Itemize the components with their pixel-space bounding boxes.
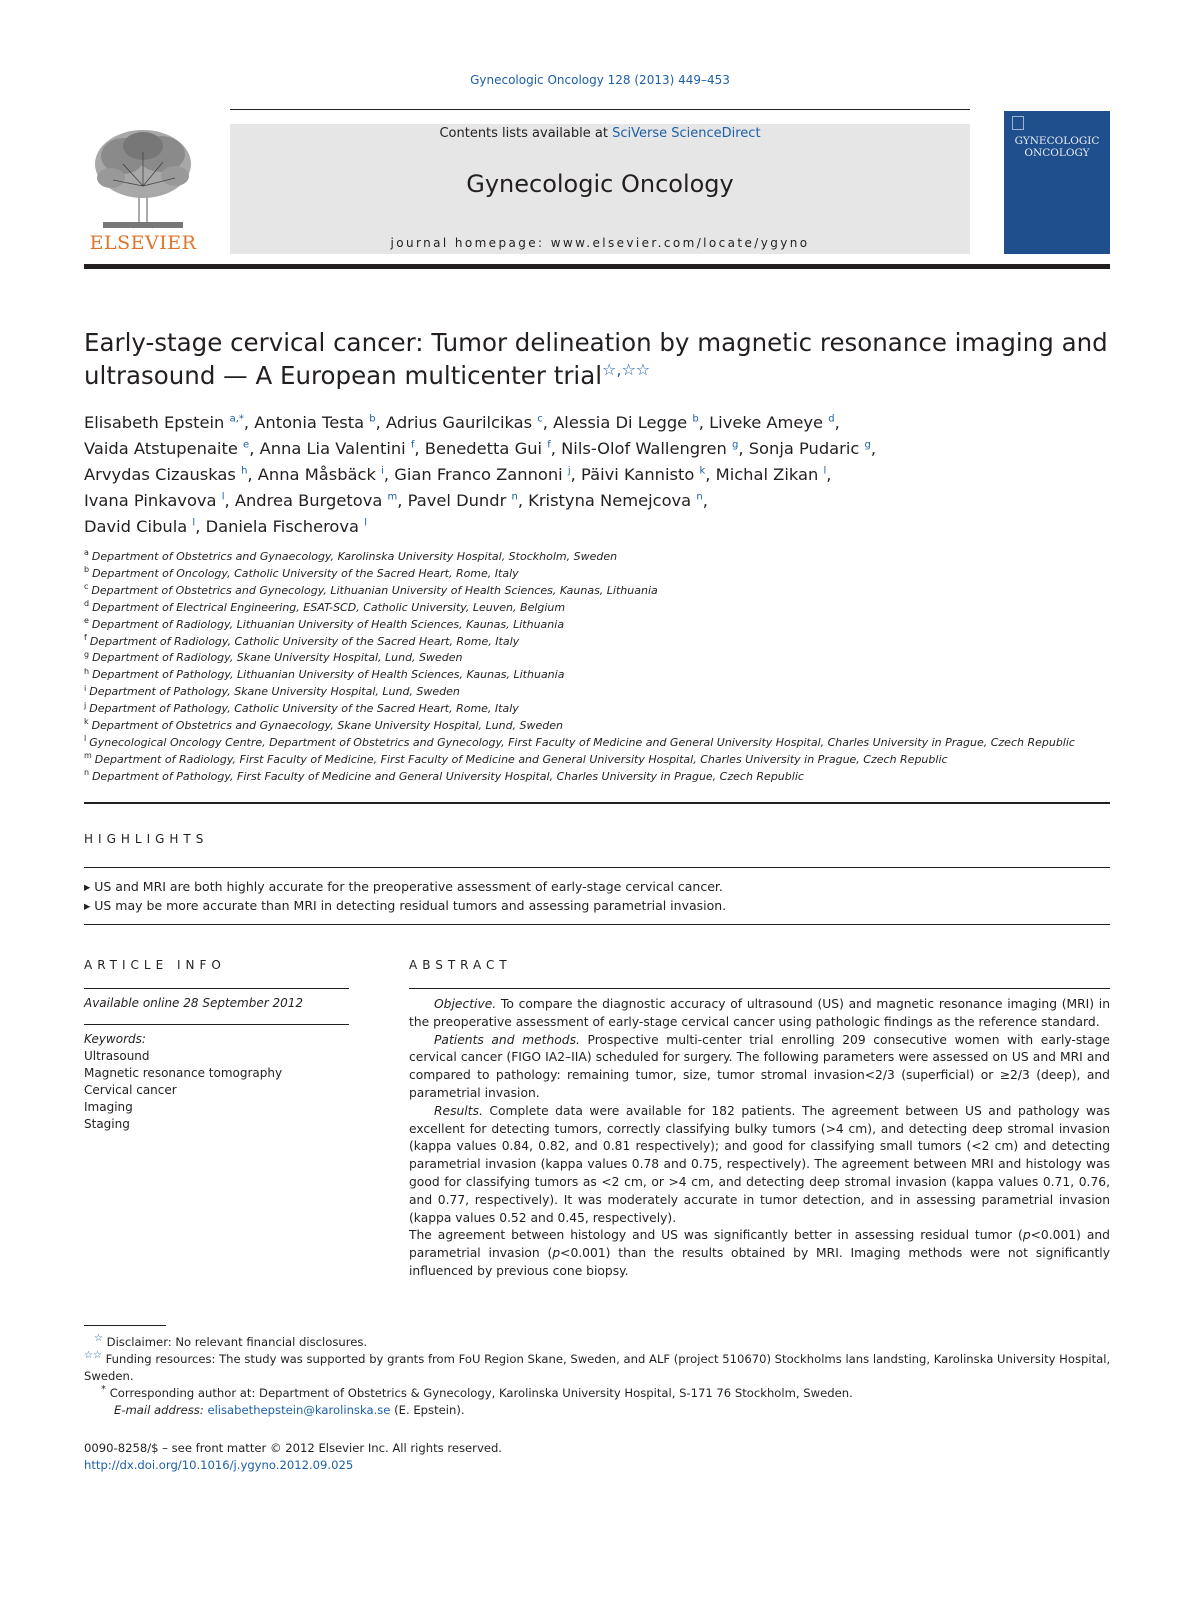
affiliation-letter: n — [84, 768, 90, 778]
affiliation-text: Department of Pathology, Skane University Hospital, Lund, Sweden — [89, 685, 460, 699]
affiliation-text: Department of Radiology, Lithuanian University of Health Sciences, Kaunas, Lithuania — [91, 617, 565, 631]
affiliation-text: Department of Pathology, Catholic University of the Sacred Heart, Rome, Italy — [89, 702, 519, 716]
author-affiliation-marker[interactable]: e — [243, 439, 250, 451]
author-name[interactable]: Benedetta Gui — [424, 439, 543, 458]
footnote-disclaimer — [84, 1334, 1114, 1351]
email-link[interactable]: elisabethepstein@karolinska.se — [207, 1403, 391, 1417]
author-separator: , — [247, 465, 258, 484]
affiliation-text: Gynecological Oncology Centre, Department of Obstetrics and Gynecology, First Faculty of Medicine and General University Hospital, Charles University in Prague, Czech Republic — [89, 735, 1075, 749]
author-name[interactable]: Vaida Atstupenaite — [84, 439, 238, 458]
abstract-conclusion — [409, 1227, 1110, 1280]
results-text: Complete data were available for 182 patients. The agreement between US and pathology was excellent for detecting tumors, correctly classifying bulky tumors (>4 cm), and detecting deep stromal invasion (kappa values 0.84, 0.82, and 0.81 respectively); and good for classifying small tumors (<2 cm) and detecting parametrial invasion (kappa values 0.78 and 0.75, respectively). The agreement between MRI and histology was good for classifying tumors as <2 cm, or >4 cm, and detecting deep stromal invasion (kappa values 0.71, 0.76, and 0.77, respectively). It was moderately accurate in tumor detection, and in assessing parametrial invasion (kappa values 0.52 and 0.45, respectively). — [409, 1103, 1110, 1225]
affiliation-item — [84, 600, 1134, 617]
p-value-symbol: p — [552, 1246, 561, 1261]
author-affiliation-marker[interactable]: l — [221, 491, 225, 503]
affiliation-letter: k — [84, 717, 89, 727]
keyword-item[interactable]: Staging — [84, 1117, 130, 1131]
author-affiliation-marker[interactable]: l — [364, 517, 367, 529]
email-label: E-mail address: — [114, 1403, 204, 1417]
author-affiliation-marker[interactable]: n — [696, 491, 703, 503]
affiliation-list — [84, 549, 1134, 786]
author-separator: , — [870, 439, 877, 458]
footnote-star-marker: ☆ — [94, 1333, 103, 1345]
author-affiliation-marker[interactable]: f — [547, 439, 551, 451]
author-affiliation-marker[interactable]: g — [731, 439, 739, 451]
copyright-line: 0090-8258/$ – see front matter © 2012 Elsevier Inc. All rights reserved. — [84, 1441, 502, 1455]
affiliation-letter: i — [84, 683, 87, 693]
copyright-block — [84, 1440, 502, 1474]
abstract-methods — [409, 1032, 1110, 1103]
abstract-body — [409, 996, 1110, 1281]
article-info-heading: ARTICLE INFO — [84, 958, 226, 972]
contents-line — [230, 126, 970, 141]
affiliation-letter: g — [84, 649, 90, 659]
sciencedirect-link[interactable]: SciVerse ScienceDirect — [612, 126, 761, 141]
highlights-top-rule — [84, 867, 1110, 868]
affiliation-item — [84, 735, 1134, 752]
affiliation-text: Department of Obstetrics and Gynaecology, Karolinska University Hospital, Stockholm, Sweden — [91, 550, 618, 563]
highlights-heading: HIGHLIGHTS — [84, 832, 209, 846]
corresponding-asterisk: * — [101, 1384, 106, 1396]
highlight-item — [84, 896, 1104, 915]
author-name[interactable]: Anna Lia Valentini — [259, 439, 406, 458]
author-affiliation-marker[interactable]: l — [192, 517, 196, 529]
author-separator: , — [414, 439, 425, 458]
keyword-item[interactable]: Magnetic resonance tomography — [84, 1066, 283, 1080]
affiliation-item — [84, 634, 1134, 651]
author-name[interactable]: Päivi Kannisto — [581, 465, 695, 484]
affiliation-letter: m — [84, 751, 92, 761]
footnotes — [84, 1334, 1114, 1419]
affiliation-text: Department of Obstetrics and Gynecology, Lithuanian University of Health Sciences, Kaunas, Lithuania — [91, 583, 658, 597]
author-separator: , — [550, 439, 562, 458]
author-separator: , — [517, 491, 529, 510]
author-separator: , — [705, 465, 716, 484]
conclusion-part-a: The agreement between histology and US was significantly better in assessing residual tumor ( — [409, 1228, 1023, 1243]
author-separator: , — [826, 465, 832, 484]
highlight-text: US and MRI are both highly accurate for the preoperative assessment of early-stage cervical cancer. — [94, 879, 723, 894]
author-name[interactable]: Alessia Di Legge — [553, 413, 688, 432]
affiliation-text: Department of Oncology, Catholic University of the Sacred Heart, Rome, Italy — [92, 566, 519, 580]
footnote-funding — [84, 1351, 1114, 1385]
header-bottom-rule — [84, 264, 1110, 269]
triangle-bullet-icon: ▸ — [84, 898, 95, 913]
author-affiliation-marker[interactable]: c — [537, 413, 543, 425]
email-suffix: (E. Epstein). — [390, 1403, 465, 1417]
objective-label: Objective. — [434, 997, 497, 1011]
author-affiliation-marker[interactable]: m — [387, 491, 398, 503]
abstract-heading: ABSTRACT — [409, 958, 512, 972]
methods-text: Prospective multi-center trial enrolling 209 consecutive women with early-stage cervical cancer (FIGO IA2–IIA) scheduled for surgery. The following parameters were assessed on US and MRI and compared to pathology: remaining tumor, size, tumor stromal invasion<2/3 (superficial) or ≥2/3 (deep), and parametrial invasion. — [409, 1032, 1110, 1100]
journal-name: Gynecologic Oncology — [466, 170, 734, 198]
author-separator: , — [570, 465, 582, 484]
author-separator: , — [834, 413, 840, 432]
header-top-rule — [230, 109, 970, 110]
affiliation-letter: c — [84, 582, 89, 592]
highlights-bottom-rule — [84, 924, 1110, 925]
article-title-text: Early-stage cervical cancer: Tumor delineation by magnetic resonance imaging and ultrasound — A European multicenter trial — [84, 328, 1108, 390]
p-value-symbol: p — [1022, 1228, 1031, 1243]
author-name[interactable]: Gian Franco Zannoni — [394, 465, 563, 484]
keywords-list — [84, 1048, 282, 1133]
author-name[interactable]: David Cibula — [84, 517, 188, 536]
author-separator: , — [702, 491, 708, 510]
author-separator: , — [224, 491, 235, 510]
cover-title: GYNECOLOGIC ONCOLOGY — [1014, 135, 1100, 159]
affiliation-letter: l — [84, 734, 87, 744]
author-separator: , — [542, 413, 554, 432]
author-affiliation-marker[interactable]: a,* — [229, 413, 244, 425]
author-name[interactable]: Liveke Ameye — [709, 413, 824, 432]
author-name[interactable]: Ivana Pinkavova — [84, 491, 217, 510]
highlight-text: US may be more accurate than MRI in detecting residual tumors and assessing parametrial invasion. — [94, 898, 727, 913]
affiliation-item — [84, 752, 1134, 769]
author-name[interactable]: Anna Måsbäck — [257, 465, 376, 484]
author-name[interactable]: Kristyna Nemejcova — [528, 491, 692, 510]
journal-citation[interactable]: Gynecologic Oncology 128 (2013) 449–453 — [470, 73, 730, 87]
author-separator: , — [195, 517, 206, 536]
footnote-email — [84, 1402, 1114, 1419]
disclaimer-text: Disclaimer: No relevant financial disclosures. — [106, 1335, 368, 1349]
affiliation-item — [84, 701, 1134, 718]
affiliation-item — [84, 650, 1134, 667]
author-affiliation-marker[interactable]: l — [823, 465, 827, 477]
author-separator: , — [249, 439, 260, 458]
doi-link[interactable]: http://dx.doi.org/10.1016/j.ygyno.2012.09.025 — [84, 1458, 354, 1472]
affiliation-text: Department of Obstetrics and Gynaecology, Skane University Hospital, Lund, Sweden — [91, 719, 564, 733]
title-footnote-stars[interactable]: ☆,☆☆ — [602, 359, 651, 379]
author-name[interactable]: Michal Zikan — [715, 465, 819, 484]
affiliation-letter: h — [84, 666, 90, 676]
footnote-corresponding — [84, 1385, 1114, 1402]
author-affiliation-marker[interactable]: k — [699, 465, 706, 477]
affiliation-letter: a — [84, 548, 89, 558]
author-name[interactable]: Pavel Dundr — [407, 491, 507, 510]
author-separator: , — [243, 413, 255, 432]
author-affiliation-marker[interactable]: j — [567, 465, 571, 477]
affiliation-item — [84, 583, 1134, 600]
author-affiliation-marker[interactable]: b — [692, 413, 699, 425]
footnote-double-star-marker: ☆☆ — [84, 1350, 102, 1362]
author-name[interactable]: Daniela Fischerova — [205, 517, 359, 536]
keyword-item[interactable]: Ultrasound — [84, 1049, 150, 1063]
affiliation-item — [84, 769, 1134, 786]
author-affiliation-marker[interactable]: n — [511, 491, 518, 503]
footnote-rule — [84, 1325, 166, 1326]
author-separator: , — [738, 439, 749, 458]
author-name[interactable]: Andrea Burgetova — [234, 491, 383, 510]
article-info-mid-rule — [84, 1024, 349, 1025]
author-separator: , — [375, 413, 386, 432]
author-name[interactable]: Nils-Olof Wallengren — [561, 439, 727, 458]
affiliation-text: Department of Pathology, Lithuanian University of Health Sciences, Kaunas, Lithuania — [92, 668, 565, 682]
keyword-item[interactable]: Cervical cancer — [84, 1083, 177, 1097]
affiliation-item — [84, 566, 1134, 583]
highlights-list — [84, 877, 1104, 915]
affiliation-letter: d — [84, 599, 90, 609]
author-separator: , — [383, 465, 395, 484]
author-affiliation-marker[interactable]: h — [241, 465, 248, 477]
corresponding-text: Corresponding author at: Department of Obstetrics & Gynecology, Karolinska University Hospital, S-171 76 Stockholm, Sweden. — [109, 1386, 853, 1400]
journal-cover-image — [1004, 111, 1110, 254]
article-info-top-rule — [84, 988, 349, 989]
affiliation-text: Department of Electrical Engineering, ESAT-SCD, Catholic University, Leuven, Belgium — [92, 600, 566, 614]
keyword-item[interactable]: Imaging — [84, 1100, 133, 1114]
author-list — [84, 410, 1124, 540]
affiliation-item — [84, 667, 1134, 684]
abstract-objective — [409, 996, 1110, 1032]
author-name[interactable]: Antonia Testa — [254, 413, 365, 432]
author-separator: , — [397, 491, 408, 510]
affiliation-letter: j — [84, 700, 87, 710]
affiliation-item — [84, 718, 1134, 735]
methods-label: Patients and methods. — [434, 1032, 580, 1047]
triangle-bullet-icon: ▸ — [84, 879, 95, 894]
conclusion-part-c: <0.001) than the results obtained by MRI. Imaging methods were not significantly influenced by previous cone biopsy. — [409, 1246, 1110, 1278]
author-name[interactable]: Adrius Gaurilcikas — [385, 413, 533, 432]
author-affiliation-marker[interactable]: f — [410, 439, 415, 451]
author-affiliation-marker[interactable]: g — [864, 439, 871, 451]
affiliation-text: Department of Radiology, First Faculty of Medicine, First Faculty of Medicine and General University Hospital, Charles University in Prague, Czech Republic — [94, 752, 948, 766]
affiliation-text: Department of Radiology, Skane University Hospital, Lund, Sweden — [92, 651, 463, 665]
author-name[interactable]: Sonja Pudaric — [748, 439, 860, 458]
available-online: Available online 28 September 2012 — [84, 996, 304, 1010]
affiliation-item — [84, 549, 1134, 566]
affiliation-letter: b — [84, 565, 90, 575]
results-label: Results. — [434, 1103, 483, 1118]
funding-text: Funding resources: The study was supported by grants from FoU Region Skane, Sweden, and ALF (project 510670) Stockholms lans landsting, Karolinska University Hospital, Sweden. — [84, 1352, 1111, 1383]
affiliation-item — [84, 684, 1134, 701]
contents-prefix: Contents lists available at — [439, 126, 613, 141]
author-name[interactable]: Arvydas Cizauskas — [84, 465, 236, 484]
abstract-top-rule — [409, 988, 1110, 989]
cover-elsevier-mark-icon — [1012, 116, 1024, 130]
conclusion-part-b: <0.001) and parametrial invasion ( — [409, 1228, 1110, 1261]
author-separator: , — [698, 413, 710, 432]
author-name[interactable]: Elisabeth Epstein — [84, 413, 225, 432]
author-affiliation-marker[interactable]: d — [828, 413, 835, 425]
objective-text: To compare the diagnostic accuracy of ultrasound (US) and magnetic resonance imaging (MRI) in the preoperative assessment of early-stage cervical cancer using pathologic findings as the reference standard. — [409, 997, 1110, 1029]
affiliation-text: Department of Pathology, First Faculty of Medicine and General University Hospital, Charles University in Prague, Czech Republic — [92, 769, 804, 783]
author-affiliation-marker[interactable]: i — [381, 465, 384, 477]
affiliation-item — [84, 617, 1134, 634]
affiliations-bottom-rule — [84, 802, 1110, 804]
affiliation-text: Department of Radiology, Catholic University of the Sacred Heart, Rome, Italy — [89, 634, 520, 648]
elsevier-wordmark: ELSEVIER — [89, 232, 197, 254]
keywords-label: Keywords: — [84, 1032, 146, 1046]
author-affiliation-marker[interactable]: b — [369, 413, 376, 425]
journal-homepage[interactable]: journal homepage: www.elsevier.com/locate/ygyno — [390, 236, 810, 250]
affiliation-letter: e — [84, 615, 89, 625]
abstract-results — [409, 1103, 1110, 1228]
highlight-item — [84, 877, 1104, 896]
article-title — [84, 326, 1114, 392]
affiliation-letter: f — [84, 632, 87, 642]
